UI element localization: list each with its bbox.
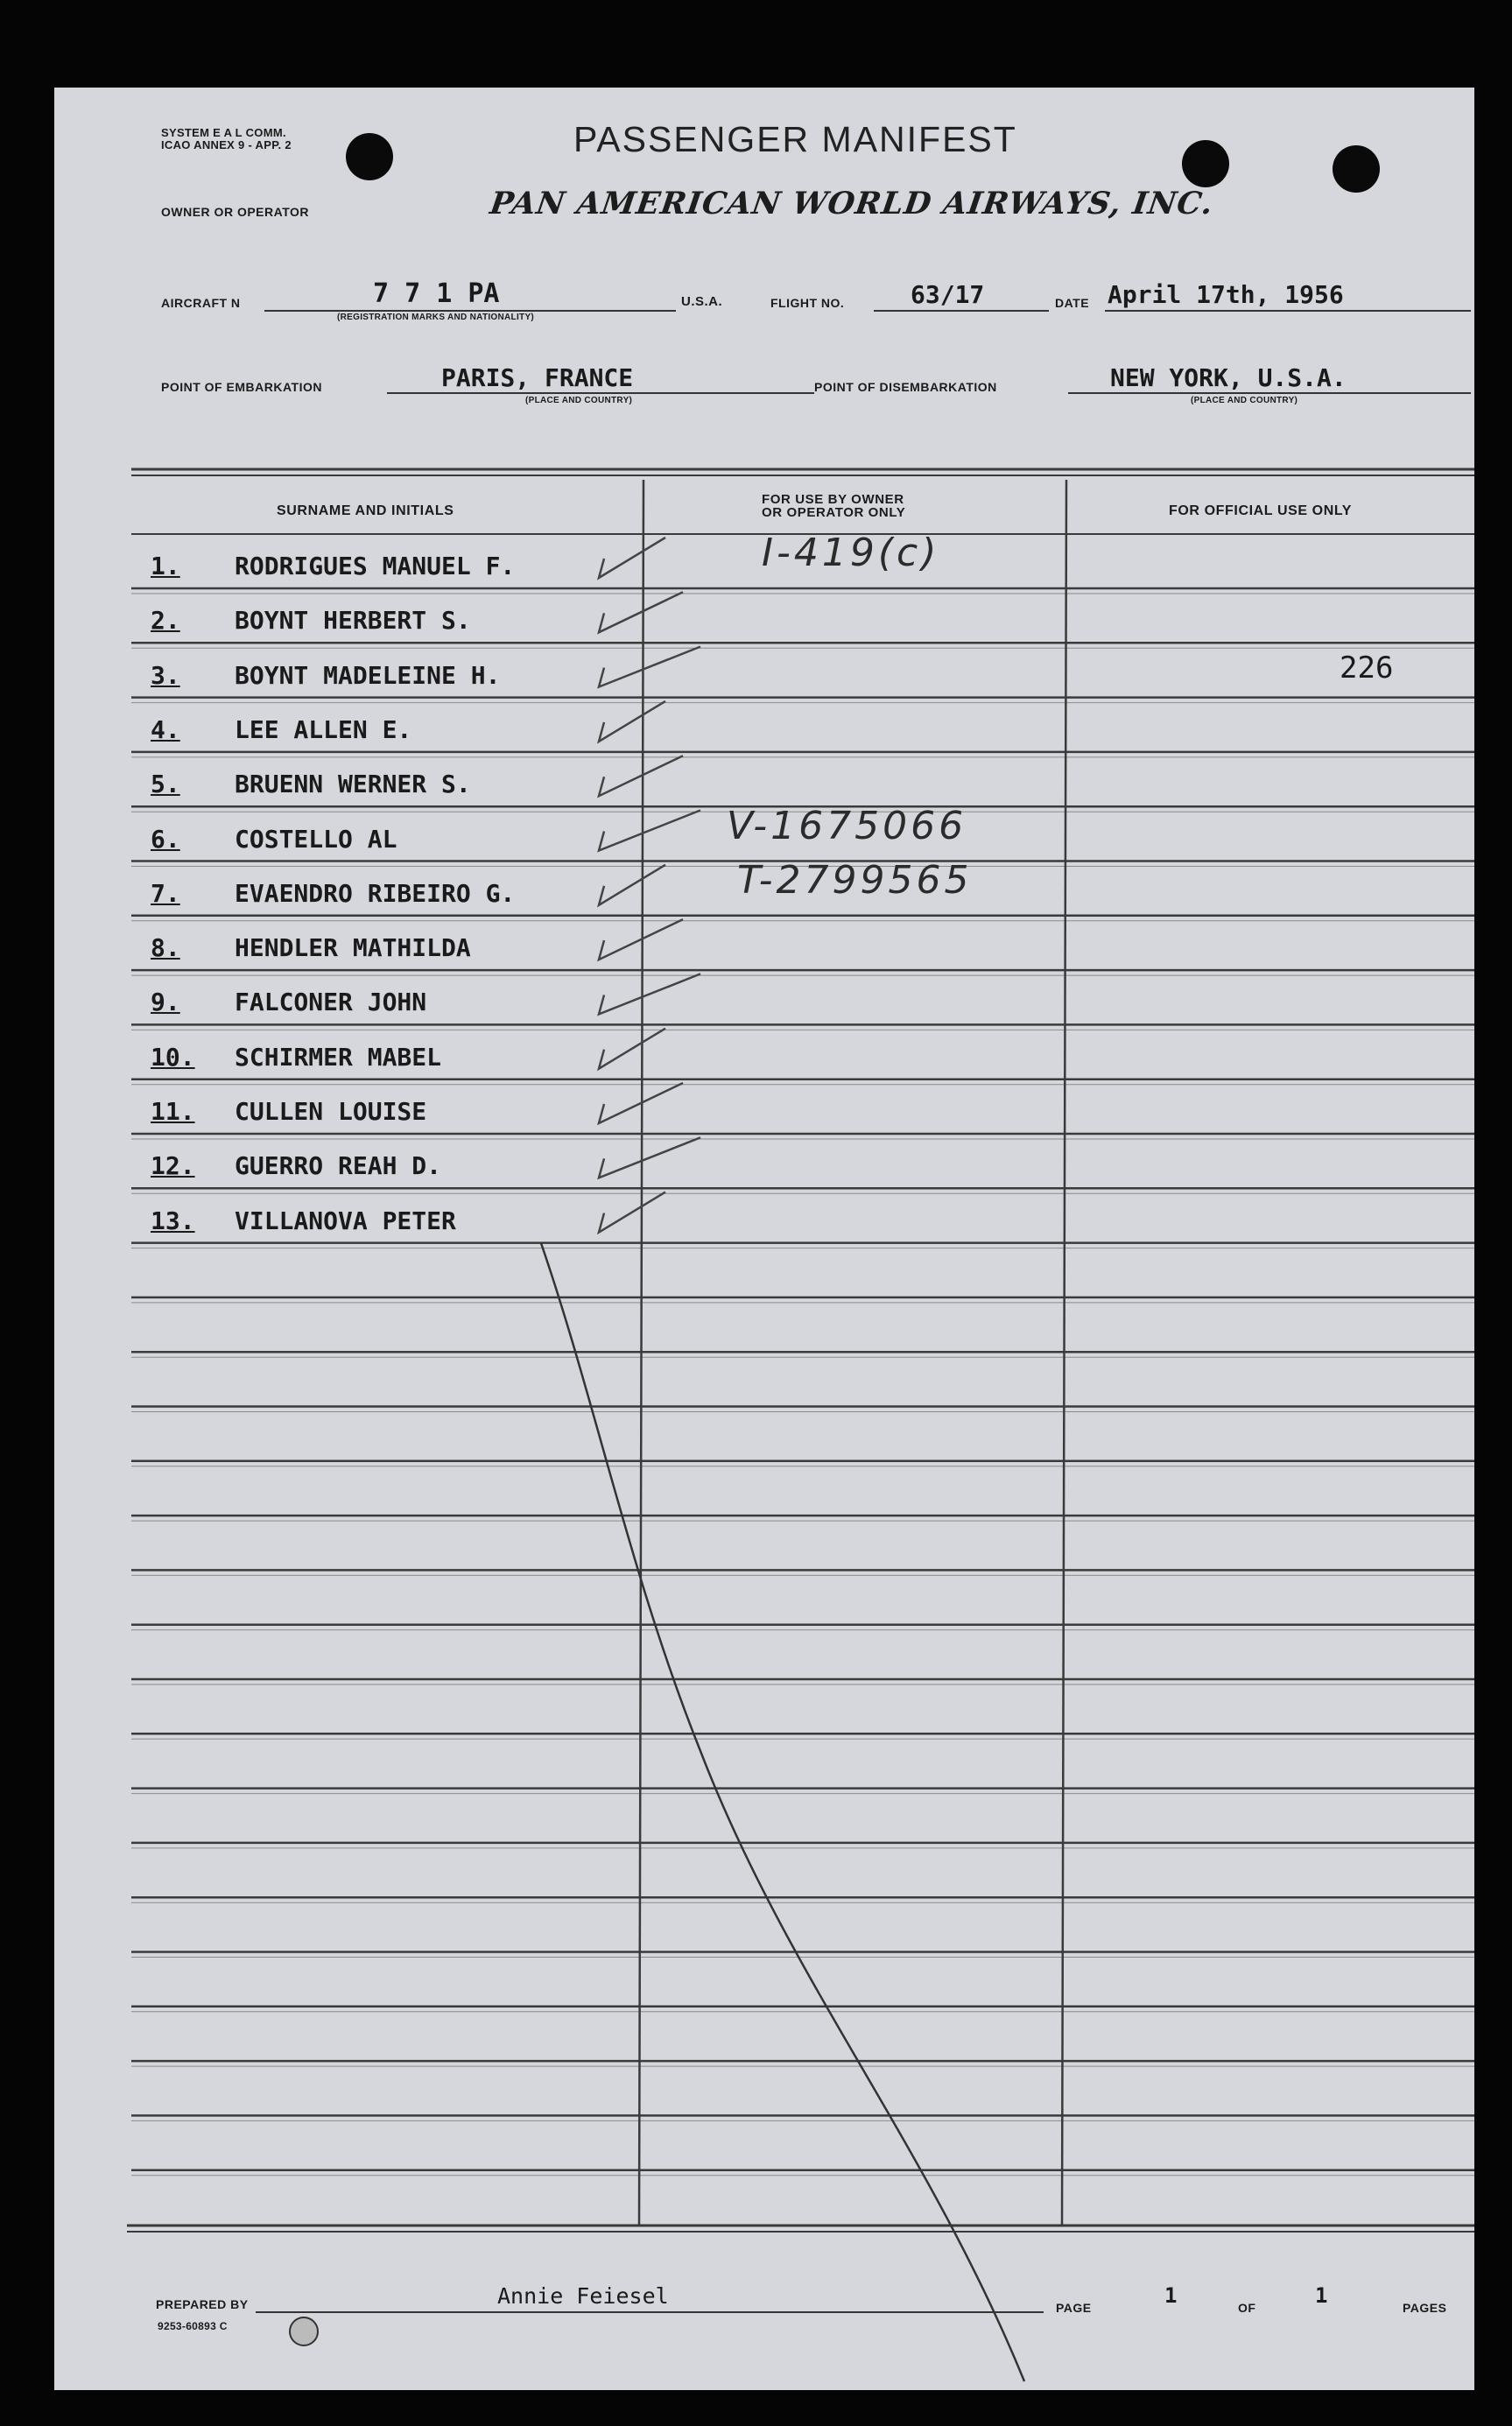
flight-label: FLIGHT NO. <box>770 296 845 310</box>
passenger-name: EVAENDRO RIBEIRO G. <box>235 878 516 908</box>
embarkation-caption: (PLACE AND COUNTRY) <box>525 396 633 405</box>
passenger-name: CULLEN LOUISE <box>235 1097 427 1126</box>
embarkation-value: PARIS, FRANCE <box>441 363 634 392</box>
row-number: 12. <box>151 1151 195 1181</box>
checkmark <box>599 919 683 960</box>
aircraft-label: AIRCRAFT N <box>161 296 241 310</box>
page-value: 1 <box>1164 2283 1178 2308</box>
union-bug-icon <box>289 2317 319 2346</box>
checkmark <box>599 1137 700 1178</box>
official-note: 226 <box>1340 650 1394 686</box>
owner-note: I-419(c) <box>762 531 940 575</box>
passenger-name: RODRIGUES MANUEL F. <box>235 552 516 580</box>
column-header-owner-line2: OR OPERATOR ONLY <box>762 505 906 520</box>
row-number: 7. <box>151 878 180 908</box>
form-title: PASSENGER MANIFEST <box>573 119 1017 159</box>
void-stroke <box>541 1243 1024 2381</box>
passenger-name: COSTELLO AL <box>235 824 397 854</box>
row-number: 6. <box>151 824 180 854</box>
passenger-name: BOYNT HERBERT S. <box>235 606 471 636</box>
checkmark <box>599 701 665 742</box>
of-label: OF <box>1238 2301 1256 2315</box>
passenger-name: GUERRO REAH D. <box>235 1151 442 1181</box>
row-number: 3. <box>151 660 180 690</box>
form-reference-line1: SYSTEM E A L COMM. <box>161 126 286 139</box>
page-label: PAGE <box>1056 2301 1092 2315</box>
checkmark <box>599 592 683 632</box>
date-label: DATE <box>1055 296 1090 310</box>
row-number: 13. <box>151 1206 195 1235</box>
usa-label: U.S.A. <box>681 294 723 309</box>
passenger-name: HENDLER MATHILDA <box>235 933 471 963</box>
checkmark <box>599 811 700 851</box>
of-value: 1 <box>1315 2283 1328 2308</box>
row-number: 11. <box>151 1097 195 1126</box>
owner-note: V-1675066 <box>727 803 967 848</box>
aircraft-value: 7 7 1 PA <box>373 278 500 309</box>
form-number: 9253-60893 C <box>158 2320 228 2332</box>
pages-label: PAGES <box>1403 2301 1447 2315</box>
prepared-by-underline <box>256 2311 1044 2313</box>
column-header-official: FOR OFFICIAL USE ONLY <box>1169 503 1353 518</box>
disembarkation-label: POINT OF DISEMBARKATION <box>814 380 997 394</box>
disembarkation-caption: (PLACE AND COUNTRY) <box>1191 396 1298 405</box>
checkmark <box>599 974 700 1014</box>
row-number: 8. <box>151 933 180 963</box>
prepared-by-label: PREPARED BY <box>156 2297 249 2311</box>
row-number: 2. <box>151 606 180 636</box>
checkmark <box>599 1029 665 1069</box>
passenger-name: BRUENN WERNER S. <box>235 770 471 799</box>
airline-name: PAN AMERICAN WORLD AIRWAYS, INC. <box>488 186 1216 222</box>
row-number: 4. <box>151 714 180 744</box>
checkmark <box>599 1192 665 1233</box>
checkmark <box>599 865 665 905</box>
disembarkation-value: NEW YORK, U.S.A. <box>1110 363 1347 392</box>
embarkation-label: POINT OF EMBARKATION <box>161 380 322 394</box>
date-value: April 17th, 1956 <box>1108 280 1344 309</box>
checkmark <box>599 756 683 796</box>
passenger-name: LEE ALLEN E. <box>235 714 412 744</box>
registration-caption: (REGISTRATION MARKS AND NATIONALITY) <box>337 313 535 322</box>
checkmark <box>599 647 700 687</box>
owner-note: T-2799565 <box>737 857 973 903</box>
flight-value: 63/17 <box>911 280 985 309</box>
passenger-name: BOYNT MADELEINE H. <box>235 660 501 690</box>
row-number: 5. <box>151 770 180 799</box>
form-reference-line2: ICAO ANNEX 9 - APP. 2 <box>161 138 292 151</box>
passenger-name: VILLANOVA PETER <box>235 1206 456 1235</box>
column-header-surname: SURNAME AND INITIALS <box>277 503 454 518</box>
passenger-name: SCHIRMER MABEL <box>235 1042 442 1072</box>
owner-label: OWNER OR OPERATOR <box>161 205 309 219</box>
column-header-owner-line1: FOR USE BY OWNER <box>762 492 904 507</box>
prepared-by-value: Annie Feiesel <box>497 2283 669 2309</box>
row-number: 9. <box>151 988 180 1017</box>
checkmark <box>599 538 665 578</box>
passenger-name: FALCONER JOHN <box>235 988 427 1017</box>
row-number: 10. <box>151 1042 195 1072</box>
row-number: 1. <box>151 552 180 580</box>
